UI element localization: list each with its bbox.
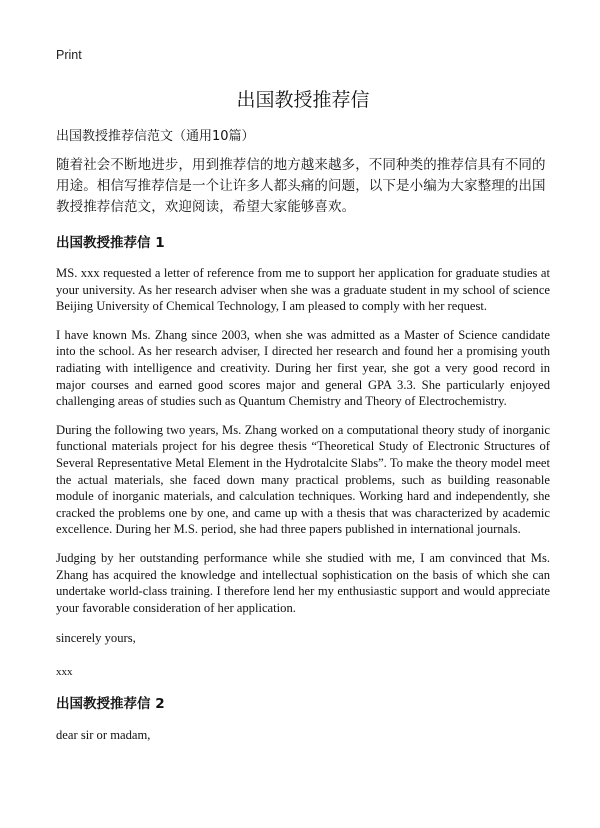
document-subtitle: 出国教授推荐信范文（通用10篇） [56, 129, 255, 144]
print-link[interactable]: Print [56, 48, 82, 62]
letter-2 [56, 695, 550, 744]
document-title: 出国教授推荐信 [236, 89, 370, 111]
letter-1 [56, 234, 550, 679]
letter-2-heading: 出国教授推荐信 2 [56, 695, 165, 712]
letter-1-paragraph-3: During the following two years, Ms. Zhang worked on a computational theory study of inorganic functional materials project for his degree thesis “Theoretical Study of Electronic Structures of Several Representative Metal Element in the Hydrotalcite Slabs”. To make the theory model meet the actual materials, she faced down many practical problems, such as building reasonable module of inorganic materials, and calculation techniques. Working hard and independently, she cracked the problems one by one, and came up with a thesis that was characterized by academic excellence. During her M.S. period, she had three papers published in international journals. [56, 422, 550, 537]
letter-1-paragraph-1: MS. xxx requested a letter of reference from me to support her application for graduate studies at your university. As her research adviser when she was a graduate student in my school of science Beijing University of Chemical Technology, I am pleased to comply with her request. [56, 266, 550, 314]
intro-paragraph: 随着社会不断地进步，用到推荐信的地方越来越多，不同种类的推荐信具有不同的用途。相信写推荐信是一个让许多人都头痛的问题，以下是小编为大家整理的出国教授推荐信范文，欢迎阅读，希望大家能够喜欢。 [56, 157, 546, 215]
letter-1-heading: 出国教授推荐信 1 [56, 235, 165, 251]
letter-1-paragraph-4: Judging by her outstanding performance while she studied with me, I am convinced that Ms. Zhang has acquired the knowledge and intellectual sophistication on the basis of which she can undertake world-class training. I therefore lend her my enthusiastic support and would appreciate your favorable consideration of her application. [56, 550, 550, 615]
letter-1-closing: sincerely yours, [56, 631, 136, 646]
letter-1-signature: xxx [56, 665, 73, 678]
letter-2-salutation: dear sir or madam, [56, 727, 151, 742]
letter-1-paragraph-2: I have known Ms. Zhang since 2003, when she was admitted as a Master of Science candidate into the school. As her research adviser, I directed her research and found her a promising youth radiating with intelligence and creativity. During her first year, she got a very good record in major courses and earned good scores major and general GPA 3.3. She particularly enjoyed challenging areas of studies such as Quantum Chemistry and Theory of Electrochemistry. [56, 327, 550, 409]
